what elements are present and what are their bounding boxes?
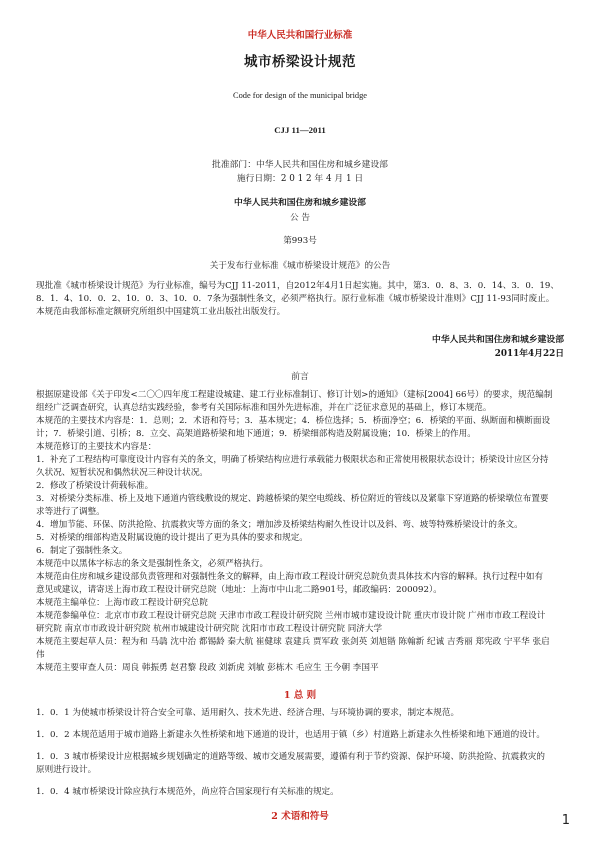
- foreword-line: 伟: [36, 650, 45, 660]
- foreword-line: 本规范主要审查人员：周良 韩振勇 赵君黎 段政 刘新虎 刘敏 彭栋木 毛应生 王今朝 李国平: [36, 663, 379, 673]
- announcement-body: [36, 280, 564, 319]
- clause-text: 1．0．3 城市桥梁设计应根据城乡规划确定的道路等级、城市交通发展需要，遵循有利于节约资源、保护环境、防洪抢险、抗震救灾的: [36, 752, 545, 762]
- foreword-body: [36, 389, 564, 675]
- clause-text: 1．0．4 城市桥梁设计除应执行本规范外，尚应符合国家现行有关标准的规定。: [36, 787, 339, 797]
- doc-title: 城市桥梁设计规范: [244, 54, 356, 70]
- chapter1-heading: 1 总 则: [283, 690, 317, 701]
- foreword-line: 本规范由住房和城乡建设部负责管理和对强制性条文的解释，由上海市政工程设计研究总院负责具体技术内容的解释。执行过程中如有: [36, 572, 544, 582]
- effective-date: 施行日期：2 0 1 2 年 4 月 1 日: [236, 174, 364, 184]
- chapter1-clause: [36, 786, 564, 799]
- chapter2-heading: 2 术语和符号: [271, 811, 329, 822]
- announcement-number: 第993号: [283, 236, 317, 246]
- foreword-line: 本规范主要起草人员：程为和 马骉 沈中治 都锡龄 秦大航 崔健球 袁建兵 贾军政 张剑英 刘旭锴 陈翰新 纪诚 吉秀丽 郑宪政 宁平华 张启: [36, 637, 550, 647]
- foreword-line: 求等进行了调整。: [36, 507, 105, 517]
- foreword-line: 3．对桥梁分类标准、桥上及地下通道内管线敷设的规定、跨越桥梁的架空电缆线、桥位附近的管线以及紧靠下穿道路的桥梁墩位布置要: [36, 494, 549, 504]
- page-number: 1: [561, 813, 570, 828]
- chapter1-clause: [36, 751, 564, 777]
- announcement-line: 8．1．4、10．0．2、10．0．3、10．0．7条为强制性条文，必须严格执行。原行业标准《城市桥梁设计准则》CJJ 11-93同时废止。: [36, 294, 555, 304]
- foreword-line: 组经广泛调查研究，认真总结实践经验，参考有关国际标准和国外先进标准，并在广泛征求意见的基础上，修订本规范。: [36, 403, 492, 413]
- standard-code: CJJ 11—2011: [274, 125, 326, 135]
- clause-text: 1．0．2 本规范适用于城市道路上新建永久性桥梁和地下通道的设计，也适用于镇（乡）村道路上新建永久性桥梁和地下通道的设计。: [36, 730, 545, 740]
- foreword-line: 本规范参编单位：北京市市政工程设计研究总院 天津市市政工程设计研究院 兰州市城市建设设计院 重庆市设计院 广州市市政工程设计: [36, 611, 546, 621]
- announcement-date: 2011年4月22日: [494, 349, 564, 359]
- chapter1-clause: [36, 729, 564, 742]
- foreword-line: 本规范中以黑体字标志的条文是强制性条文，必须严格执行。: [36, 559, 269, 569]
- chapter1-clause: [36, 707, 564, 720]
- announcement-line: 本规范由我部标准定额研究所组织中国建筑工业出版社出版发行。: [36, 307, 286, 317]
- announcement-line: 现批准《城市桥梁设计规范》为行业标准，编号为CJJ 11-2011，自2012年4月1日起实施。其中，第3．0．8、3．0．14、3．0．19、: [36, 281, 559, 291]
- foreword-line: 久状况、短暂状况和偶然状况三种设计状况。: [36, 468, 208, 478]
- foreword-line: 计；7．桥梁引道、引桥；8．立交、高架道路桥梁和地下通道；9．桥梁细部构造及附属设施；10．桥梁上的作用。: [36, 429, 476, 439]
- foreword-line: 2．修改了桥梁设计荷载标准。: [36, 481, 154, 491]
- foreword-line: 1．补充了工程结构可靠度设计内容有关的条文，明确了桥梁结构应进行承载能力极限状态和正常使用极限状态设计；桥梁设计应区分持: [36, 455, 549, 465]
- announcement-subject: 关于发布行业标准《城市桥梁设计规范》的公告: [209, 261, 391, 271]
- approval-dept: 批准部门：中华人民共和国住房和城乡建设部: [212, 160, 388, 170]
- foreword-line: 4．增加节能、环保、防洪抢险、抗震救灾等方面的条文；增加涉及桥梁结构耐久性设计以及斜、弯、坡等特殊桥梁设计的条文。: [36, 520, 523, 530]
- foreword-line: 根据原建设部《关于印发<二〇〇四年度工程建设城建、建工行业标准制订、修订计划>的通知》（建标[2004] 66号）的要求，规范编制: [36, 390, 553, 400]
- foreword-line: 本规范修订的主要技术内容是：: [36, 442, 157, 452]
- foreword-line: 6．制定了强制性条文。: [36, 546, 128, 556]
- announcement-kind: 公 告: [290, 213, 310, 223]
- foreword-line: 本规范主编单位：上海市政工程设计研究总院: [36, 598, 208, 608]
- foreword-line: 意见或建议，请寄送上海市政工程设计研究总院（地址：上海市中山北二路901号，邮政编码：200092）。: [36, 585, 442, 595]
- clause-text: 1．0．1 为使城市桥梁设计符合安全可靠、适用耐久、技术先进、经济合理、与环境协调的要求，制定本规范。: [36, 708, 460, 718]
- foreword-line: 本规范的主要技术内容是：1．总则；2．术语和符号；3．基本规定；4．桥位选择；5．桥面净空；6．桥梁的平面、纵断面和横断面设: [36, 416, 551, 426]
- standard-type: 中华人民共和国行业标准: [247, 30, 353, 41]
- foreword-heading: 前言: [291, 372, 309, 382]
- announcement-signature: 中华人民共和国住房和城乡建设部: [432, 335, 564, 345]
- foreword-line: 研究院 南京市市政设计研究院 杭州市城建设计研究院 沈阳市市政工程设计研究院 同济大学: [36, 624, 383, 634]
- clause-text: 原则进行设计。: [36, 765, 97, 775]
- foreword-line: 5．对桥梁的细部构造及附属设施的设计提出了更为具体的要求和规定。: [36, 533, 308, 543]
- announcement-issuer: 中华人民共和国住房和城乡建设部: [234, 198, 366, 208]
- english-title: Code for design of the municipal bridge: [233, 91, 367, 100]
